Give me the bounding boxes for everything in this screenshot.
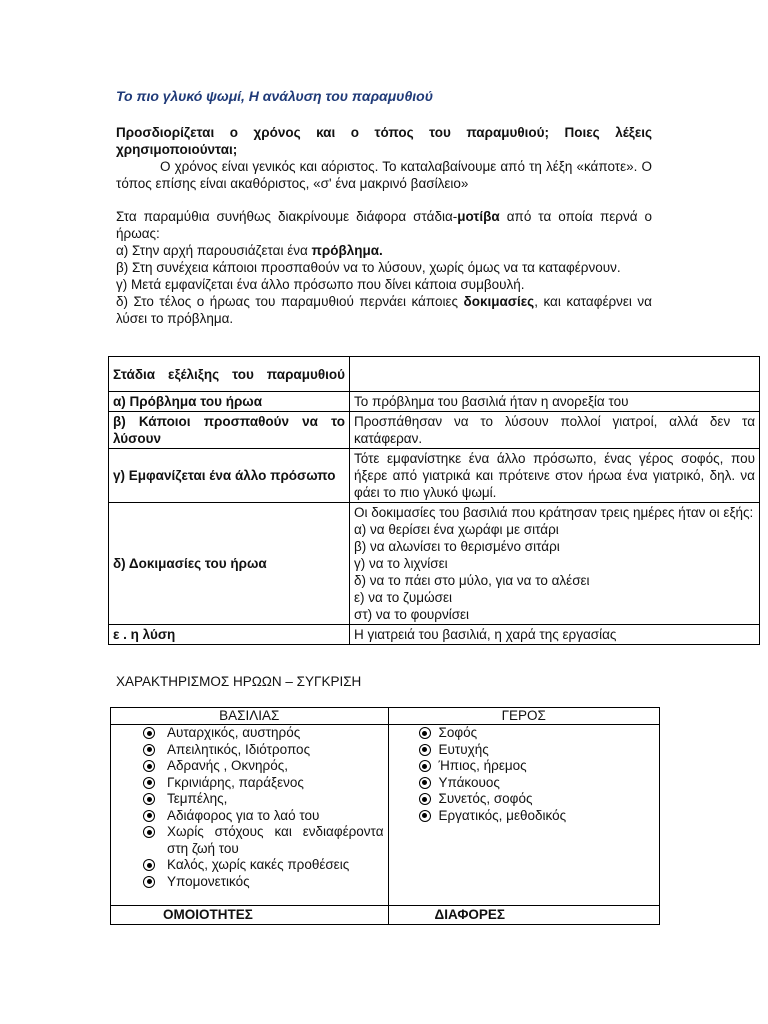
- stage-cell: α) Πρόβλημα του ήρωα: [109, 392, 350, 412]
- trial-item: β) να αλωνίσει το θερισμένο σιτάρι: [354, 539, 560, 554]
- bullet-icon: [143, 810, 155, 822]
- stage-a: α) Στην αρχή παρουσιάζεται ένα πρόβλημα.: [116, 243, 383, 258]
- bullet-icon: [419, 777, 431, 789]
- similarities-label: ΟΜΟΙΟΤΗΤΕΣ: [111, 906, 389, 925]
- trial-item: ε) να το ζυμώσει: [354, 590, 452, 605]
- list-item: Αυταρχικός, αυστηρός: [115, 725, 384, 742]
- stage-b: β) Στη συνέχεια κάποιοι προσπαθούν να το λύσουν, χωρίς όμως να τα καταφέρνουν.: [116, 260, 621, 275]
- trial-item: α) να θερίσει ένα χωράφι με σιτάρι: [354, 522, 559, 537]
- desc-cell: Προσπάθησαν να το λύσουν πολλοί γιατροί, αλλά δεν τα κατάφεραν.: [350, 412, 760, 449]
- stage-c: γ) Μετά εμφανίζεται ένα άλλο πρόσωπο που δίνει κάποια συμβουλή.: [116, 277, 525, 292]
- bullet-icon: [143, 777, 155, 789]
- desc-cell: Το πρόβλημα του βασιλιά ήταν η ανορεξία του: [350, 392, 760, 412]
- col-header-old-man: ΓΕΡΟΣ: [388, 708, 660, 725]
- list-item: Γκρινιάρης, παράξενος: [115, 775, 384, 792]
- list-item: Χωρίς στόχους και ενδιαφέροντα στη ζωή του: [115, 824, 384, 857]
- time-place-answer: Ο χρόνος είναι γενικός και αόριστος. Το καταλαβαίνουμε από τη λέξη «κάποτε». Ο τόπος επίσης είναι ακαθόριστος, «σ' ένα μακρινό βασίλειο»: [116, 159, 652, 191]
- table-row: [109, 625, 760, 645]
- table-row: [109, 412, 760, 449]
- trial-item: γ) να το λιχνίσει: [354, 556, 448, 571]
- table-row: [109, 503, 760, 625]
- list-item: Απειλητικός, Ιδιότροπος: [115, 742, 384, 759]
- stages-table: [108, 356, 760, 645]
- bullet-icon: [143, 876, 155, 888]
- comparison-heading: ΧΑΡΑΚΤΗΡΙΣΜΟΣ ΗΡΩΩΝ – ΣΥΓΚΡΙΣΗ: [116, 674, 362, 689]
- intro-section: [116, 124, 652, 327]
- bullet-icon: [143, 859, 155, 871]
- list-item: Σοφός: [393, 725, 656, 742]
- list-item: Αδιάφορος για το λαό του: [115, 808, 384, 825]
- desc-cell: [350, 503, 760, 625]
- table-row: [109, 392, 760, 412]
- document-title: Το πιο γλυκό ψωμί, Η ανάλυση του παραμυθιού: [116, 88, 433, 104]
- list-item: Αδρανής , Οκνηρός,: [115, 758, 384, 775]
- stages-header: Στάδια εξέλιξης του παραμυθιού: [109, 357, 350, 392]
- table-row: [111, 725, 660, 906]
- list-item: Εργατικός, μεθοδικός: [393, 808, 656, 825]
- trials-intro: Οι δοκιμασίες του βασιλιά που κράτησαν τρεις ημέρες ήταν οι εξής:: [354, 505, 754, 520]
- table-row: [109, 449, 760, 503]
- list-item: Ευτυχής: [393, 742, 656, 759]
- stages-intro: Στα παραμύθια συνήθως διακρίνουμε διάφορα στάδια-μοτίβα από τα οποία περνά ο ήρωας:: [116, 209, 653, 241]
- bullet-icon: [419, 760, 431, 772]
- stage-cell: ε . η λύση: [109, 625, 350, 645]
- list-item: Τεμπέλης,: [115, 791, 384, 808]
- differences-label: ΔΙΑΦΟΡΕΣ: [388, 906, 660, 925]
- bullet-icon: [419, 793, 431, 805]
- time-place-question: Προσδιορίζεται ο χρόνος και ο τόπος του παραμυθιού; Ποιες λέξεις χρησιμοποιούνται;: [116, 125, 652, 157]
- desc-cell: Η γιατρειά του βασιλιά, η χαρά της εργασίας: [350, 625, 760, 645]
- bullet-icon: [419, 810, 431, 822]
- stage-d: δ) Στο τέλος ο ήρωας του παραμυθιού περνάει κάποιες δοκιμασίες, και καταφέρνει να λύσει το πρόβλημα.: [116, 294, 652, 326]
- stage-cell: β) Κάποιοι προσπαθούν να το λύσουν: [109, 412, 350, 449]
- bullet-icon: [143, 826, 155, 838]
- list-item: Συνετός, σοφός: [393, 791, 656, 808]
- list-item: Υπομονετικός: [115, 874, 384, 891]
- trial-item: δ) να το πάει στο μύλο, για να το αλέσει: [354, 573, 590, 588]
- stage-cell: γ) Εμφανίζεται ένα άλλο πρόσωπο: [109, 449, 350, 503]
- table-row: [111, 906, 660, 925]
- col-header-king: ΒΑΣΙΛΙΑΣ: [111, 708, 389, 725]
- trial-item: στ) να το φουρνίσει: [354, 607, 470, 622]
- bullet-icon: [143, 727, 155, 739]
- bullet-icon: [143, 744, 155, 756]
- bullet-icon: [419, 727, 431, 739]
- table-row: [111, 708, 660, 725]
- desc-cell: Τότε εμφανίστηκε ένα άλλο πρόσωπο, ένας γέρος σοφός, που ήξερε από γιατρικά και πρότεινε στον ήρωα ένα γιατρικό, δηλ. να φάει το πιο γλυκό ψωμί.: [350, 449, 760, 503]
- list-item: Ήπιος, ήρεμος: [393, 758, 656, 775]
- stage-cell: δ) Δοκιμασίες του ήρωα: [109, 503, 350, 625]
- king-traits: [111, 725, 389, 906]
- comparison-table: [110, 707, 660, 925]
- list-item: Καλός, χωρίς κακές προθέσεις: [115, 857, 384, 874]
- old-man-traits: [388, 725, 660, 906]
- list-item: Υπάκουος: [393, 775, 656, 792]
- table-row: [109, 357, 760, 392]
- bullet-icon: [143, 793, 155, 805]
- bullet-icon: [419, 744, 431, 756]
- bullet-icon: [143, 760, 155, 772]
